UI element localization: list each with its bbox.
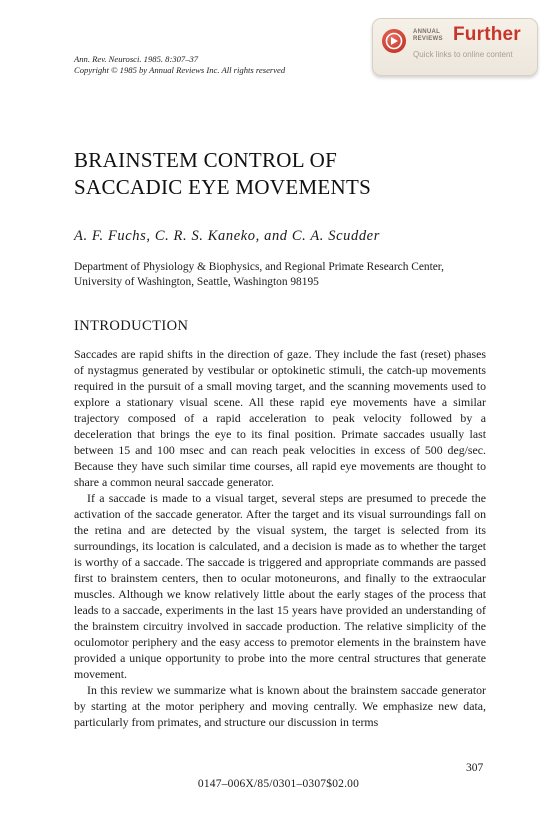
article-title bbox=[74, 147, 371, 201]
title-line: BRAINSTEM CONTROL OF bbox=[74, 148, 338, 172]
affiliation-line: University of Washington, Seattle, Washington 98195 bbox=[74, 276, 319, 288]
further-label: Further bbox=[453, 24, 521, 45]
further-banner[interactable] bbox=[372, 18, 538, 76]
body-paragraph: In this review we summarize what is known about the brainstem saccade generator by starting at the motor periphery and moving centrally. We emphasize new data, particularly from primates, and structure our discussion in terms bbox=[74, 683, 486, 729]
copyright-notice: Copyright © 1985 by Annual Reviews Inc. All rights reserved bbox=[74, 65, 286, 75]
journal-reference bbox=[74, 54, 285, 76]
article-code: 0147–006X/85/0301–0307$02.00 bbox=[197, 778, 360, 790]
section-heading: INTRODUCTION bbox=[74, 318, 189, 334]
article-body bbox=[74, 346, 486, 730]
author-list: A. F. Fuchs, C. R. S. Kaneko, and C. A. Scudder bbox=[74, 228, 380, 244]
annual-reviews-logo-icon bbox=[382, 29, 406, 53]
affiliation-line: Department of Physiology & Biophysics, and Regional Primate Research Center, bbox=[74, 261, 444, 273]
annual-reviews-label: ANNUAL REVIEWS bbox=[413, 29, 443, 42]
journal-citation: Ann. Rev. Neurosci. 1985. 8:307–37 bbox=[74, 54, 199, 64]
affiliation bbox=[74, 260, 444, 290]
page-number: 307 bbox=[466, 762, 484, 774]
body-paragraph: If a saccade is made to a visual target, several steps are presumed to precede the activation of the saccade generator. After the target and its visual surroundings fall on the retina and are detected by the visual system, the target is selected from its surroundings, its location is calculated, and a decision is made as to whether the target is worthy of a saccade. The saccade is triggered and appropriate commands are passed first to brainstem centers, then to ocular motoneurons, and finally to the extraocular muscles. Although we know relatively little about the early stages of the process that leads to a saccade, experiments in the last 15 years have provided an understanding of the brainstem circuitry involved in saccade production. The relative simplicity of the oculomotor periphery and the easy access to premotor elements in the brainstem have provided a unique opportunity to probe into the more central structures that generate movement. bbox=[74, 491, 486, 681]
title-line: SACCADIC EYE MOVEMENTS bbox=[74, 175, 372, 199]
body-paragraph: Saccades are rapid shifts in the direction of gaze. They include the fast (reset) phases of nystagmus generated by vestibular or optokinetic stimuli, the catch-up movements required in the pursuit of a small moving target, and the scanning movements used to explore a stationary visual scene. All these rapid eye movements have a similar trajectory composed of a rapid acceleration to peak velocity followed by a deceleration that brings the eye to its final position. Primate saccades usually last between 15 and 100 msec and can reach peak velocities in excess of 500 deg/sec. Because they have such similar time courses, all rapid eye movements are thought to share a common neural saccade generator. bbox=[74, 347, 486, 489]
further-tagline: Quick links to online content bbox=[413, 50, 513, 59]
